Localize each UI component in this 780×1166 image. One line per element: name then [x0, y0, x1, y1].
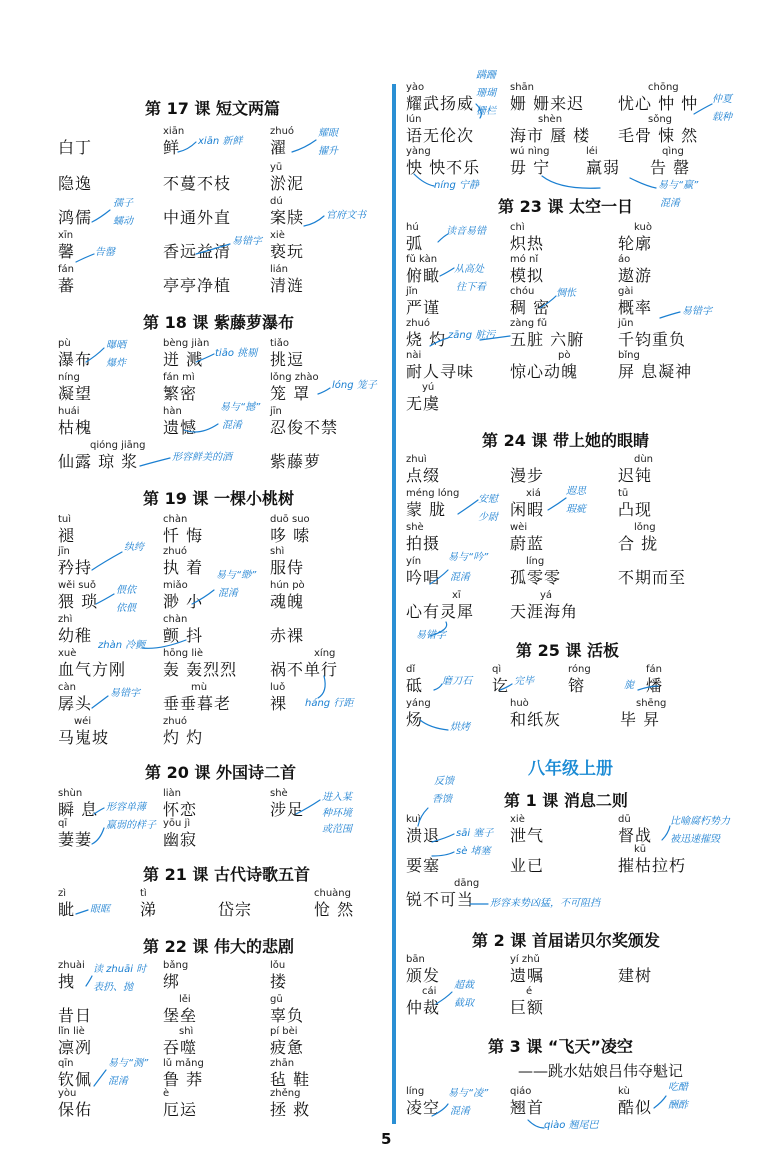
- vocab-item: méng lóng 蒙 胧: [406, 488, 460, 519]
- lesson-23-title: 第 23 课 太空一日: [498, 197, 633, 216]
- vocab-item: gài 概率: [618, 286, 653, 317]
- vocab-item: bǎng 绑: [163, 960, 189, 991]
- vocab-item: hún pò 魂魄: [270, 580, 305, 611]
- handwritten-note: 眼眶: [90, 904, 110, 915]
- handwritten-note: 官府文书: [326, 210, 366, 221]
- vocab-item: zhān 毡 鞋: [270, 1058, 311, 1089]
- handwritten-note: 偎依: [116, 585, 136, 596]
- vocab-item: dāng 锐不可当: [406, 878, 480, 909]
- handwritten-note: 擢升: [318, 146, 338, 157]
- handwritten-note: zāng 脏污: [448, 330, 496, 341]
- vocab-item: zhěng 拯 救: [270, 1088, 311, 1119]
- vocab-item: chuàng 怆 然: [314, 888, 355, 919]
- vocab-item: 中通外直: [163, 208, 232, 227]
- handwritten-note: 完毕: [514, 676, 534, 687]
- vocab-item: kuò 轮廓: [618, 222, 653, 253]
- handwritten-note: 旎: [624, 680, 634, 691]
- vocab-item: kuì 溃退: [406, 814, 441, 845]
- vocab-item: líng 凌空: [406, 1086, 441, 1117]
- handwritten-note: sè 堵塞: [456, 846, 491, 857]
- vocab-item: dú 案牍: [270, 196, 305, 227]
- handwritten-note: 珊瑚: [476, 88, 496, 99]
- vocab-item: duō suo 哆 嗦: [270, 514, 311, 545]
- vocab-item: wěi suǒ 猥 琐: [58, 580, 99, 611]
- handwritten-note: 往下看: [456, 282, 486, 293]
- lesson-b3-title: 第 3 课 “飞天”凌空: [488, 1037, 633, 1056]
- lesson-21-title: 第 21 课 古代诗歌五首: [143, 865, 310, 884]
- vocab-item: lěi 堡垒: [163, 994, 198, 1025]
- vocab-item: zhuó 执 着: [163, 546, 204, 577]
- vocab-item: cái 仲裁: [406, 986, 441, 1017]
- vocab-item: bǐng 屏 息凝神: [618, 350, 693, 381]
- column-divider: [392, 84, 396, 1124]
- handwritten-note: 易与“吟”: [448, 552, 489, 563]
- handwritten-note: tiāo 挑剔: [215, 348, 258, 359]
- handwritten-note: 载种: [712, 112, 732, 123]
- handwritten-note: 混淆: [450, 1106, 470, 1117]
- handwritten-note: 读音易错: [446, 226, 486, 237]
- vocab-item: jīn 忍俊不禁: [270, 406, 339, 437]
- handwritten-note: 从高处: [454, 264, 484, 275]
- handwritten-note: 曝晒: [106, 340, 126, 351]
- handwritten-note: 安慰: [478, 494, 498, 505]
- handwritten-note: 混淆: [218, 588, 238, 599]
- vocab-item: fán 蕃: [58, 264, 76, 295]
- vocab-item: pò 惊心动魄: [510, 350, 579, 381]
- lesson-20-title: 第 20 课 外国诗二首: [145, 763, 296, 782]
- vocab-item: chàn 颤 抖: [163, 614, 204, 645]
- vocab-item: 要塞: [406, 856, 441, 875]
- vocab-item: 昔日: [58, 1006, 93, 1025]
- vocab-item: yōu jì 幽寂: [163, 818, 198, 849]
- vocab-item: chōng 忧心 忡 忡: [618, 82, 699, 113]
- handwritten-note: 蹒跚: [476, 70, 496, 81]
- vocab-item: zhuài 拽: [58, 960, 85, 991]
- vocab-item: kù 酷似: [618, 1086, 653, 1117]
- vocab-item: bèng jiàn 迸 溅: [163, 338, 210, 369]
- handwritten-note: 进入某: [322, 792, 352, 803]
- vocab-item: zàng fǔ 五脏 六腑: [510, 318, 585, 349]
- vocab-item: zhuì 点缀: [406, 454, 441, 485]
- lesson-24-title: 第 24 课 带上她的眼睛: [482, 431, 649, 450]
- vocab-item: lián 清涟: [270, 264, 305, 295]
- vocab-item: tiǎo 挑逗: [270, 338, 305, 369]
- vocab-item: lún 语无伦次: [406, 114, 475, 145]
- vocab-item: yòu 保佑: [58, 1088, 93, 1119]
- handwritten-note: 截取: [454, 998, 474, 1009]
- vocab-item: yí zhǔ 遗嘱: [510, 954, 545, 985]
- handwritten-note: 易与“测”: [108, 1058, 149, 1069]
- vocab-item: 漫步: [510, 466, 545, 485]
- handwritten-note: 混淆: [222, 420, 242, 431]
- vocab-item: é 巨额: [510, 986, 545, 1017]
- vocab-item: qīn 钦佩: [58, 1058, 93, 1089]
- handwritten-note: níng 宁静: [434, 180, 479, 191]
- lesson-22-title: 第 22 课 伟大的悲剧: [143, 937, 294, 956]
- handwritten-note: 告罄: [95, 247, 115, 258]
- vocab-item: yū 淤泥: [270, 162, 305, 193]
- vocab-item: shēng 毕 昇: [620, 698, 667, 729]
- handwritten-note: sāi 塞子: [456, 828, 494, 839]
- vocab-item: xuè 血气方刚: [58, 648, 127, 679]
- vocab-item: fán 燔: [646, 664, 664, 695]
- vocab-item: shì 服侍: [270, 546, 305, 577]
- vocab-item: tì 涕: [140, 888, 158, 919]
- handwritten-note: 香馈: [432, 794, 452, 805]
- handwritten-note: 被迅速摧毁: [670, 834, 720, 845]
- vocab-item: hōng liè 轰 轰烈烈: [163, 648, 238, 679]
- handwritten-note: 混淆: [108, 1076, 128, 1087]
- vocab-item: chàn 忏 悔: [163, 514, 204, 545]
- vocab-item: yín 吟唱: [406, 556, 441, 587]
- handwritten-note: 反馈: [434, 776, 454, 787]
- handwritten-note: 易与“缈”: [216, 570, 257, 581]
- vocab-item: xiè 亵玩: [270, 230, 305, 261]
- handwritten-note: lóng 笼子: [332, 380, 377, 391]
- vocab-item: 紫藤萝: [270, 452, 322, 471]
- page-number: 5: [381, 1130, 392, 1148]
- vocab-item: shèn 海市 蜃 楼: [510, 114, 591, 145]
- vocab-item: gū 辜负: [270, 994, 305, 1025]
- vocab-item: xiān 鲜: [163, 126, 185, 157]
- handwritten-note: 羸弱的样子: [106, 820, 156, 831]
- handwritten-note: 酬酢: [668, 1100, 688, 1111]
- vocab-item: áo 遨游: [618, 254, 653, 285]
- handwritten-note: 纨绔: [124, 542, 144, 553]
- handwritten-note: 读 zhuāi 时: [93, 964, 147, 975]
- right-column: [398, 0, 780, 1130]
- handwritten-note: 易与“凌”: [448, 1088, 489, 1099]
- vocab-item: chì 炽热: [510, 222, 545, 253]
- lesson-b1-title: 第 1 课 消息二则: [504, 791, 628, 810]
- lesson-18-title: 第 18 课 紫藤萝瀑布: [143, 313, 294, 332]
- handwritten-note: 爆炸: [106, 358, 126, 369]
- handwritten-note: 蠕动: [113, 216, 133, 227]
- lesson-b3-subtitle: ——跳水姑娘吕伟夺魁记: [518, 1062, 684, 1080]
- vocab-item: shè 涉足: [270, 788, 305, 819]
- vocab-item: wú nìng 毋 宁: [510, 146, 551, 177]
- vocab-item: pù 瀑布: [58, 338, 93, 369]
- handwritten-note: 栅栏: [476, 106, 496, 117]
- handwritten-note: 烘烤: [450, 722, 470, 733]
- vocab-item: qiáo 翘首: [510, 1086, 545, 1117]
- vocab-item: yào 耀武扬威: [406, 82, 475, 113]
- grade-title: 八年级上册: [528, 759, 613, 779]
- handwritten-note: 混淆: [450, 572, 470, 583]
- vocab-item: 隐逸: [58, 174, 93, 193]
- vocab-item: xīn 馨: [58, 230, 76, 261]
- handwritten-note: 少尉: [478, 512, 498, 523]
- handwritten-note: háng 行距: [305, 698, 354, 709]
- handwritten-note: 易错字: [682, 306, 712, 317]
- vocab-item: qìng 告 罄: [650, 146, 691, 177]
- vocab-item: zhuó 濯: [270, 126, 295, 157]
- vocab-item: luǒ 裸: [270, 682, 288, 713]
- vocab-item: kū 摧枯拉朽: [618, 844, 687, 875]
- handwritten-note: xiān 新鲜: [198, 136, 243, 147]
- handwritten-note: 遐思: [566, 486, 586, 497]
- vocab-item: lǒng 合 拢: [618, 522, 659, 553]
- vocab-item: hú 弧: [406, 222, 424, 253]
- vocab-item: tū 凸现: [618, 488, 653, 519]
- vocab-item: xī 心有灵犀: [406, 590, 475, 621]
- vocab-item: xiá 闲暇: [510, 488, 545, 519]
- handwritten-note: 孺子: [113, 198, 133, 209]
- vocab-item: dū 督战: [618, 814, 653, 845]
- vocab-item: dǐ 砥: [406, 664, 424, 695]
- vocab-item: yá 天涯海角: [510, 590, 579, 621]
- vocab-item: sǒng 毛骨 悚 然: [618, 114, 699, 145]
- vocab-item: chóu 稠 密: [510, 286, 551, 317]
- handwritten-note: 仲夏: [712, 94, 732, 105]
- lesson-19-title: 第 19 课 一棵小桃树: [143, 489, 294, 508]
- vocab-item: càn 孱头: [58, 682, 93, 713]
- vocab-item: è 厄运: [163, 1088, 198, 1119]
- lesson-17-title: 第 17 课 短文两篇: [145, 99, 280, 118]
- handwritten-note: 表扔、抛: [93, 982, 133, 993]
- vocab-item: dùn 迟钝: [618, 454, 654, 485]
- vocab-item: jǐn 严谨: [406, 286, 441, 317]
- vocab-item: zì 眦: [58, 888, 76, 919]
- vocab-item: yáng 炀: [406, 698, 431, 729]
- vocab-item: 建树: [618, 966, 653, 985]
- handwritten-note: 形容来势凶猛，不可阻挡: [490, 898, 600, 909]
- vocab-item: huái 枯槐: [58, 406, 93, 437]
- handwritten-note: 易与“撼”: [220, 402, 261, 413]
- vocab-item: shān 姗 姗来迟: [510, 82, 585, 113]
- handwritten-note: 形容鲜美的酒: [172, 452, 232, 463]
- vocab-item: 鸿儒: [58, 208, 93, 227]
- vocab-item: tuì 褪: [58, 514, 76, 545]
- handwritten-note: 易错字: [232, 236, 262, 247]
- handwritten-note: 种环境: [322, 808, 352, 819]
- vocab-item: shùn 瞬 息: [58, 788, 99, 819]
- handwritten-note: qiào 翘尾巴: [544, 1120, 599, 1131]
- vocab-item: 不蔓不枝: [163, 174, 232, 193]
- handwritten-note: 超裁: [454, 980, 474, 991]
- vocab-item: shì 吞噬: [163, 1026, 198, 1057]
- vocab-item: qī 萋萋: [58, 818, 93, 849]
- vocab-item: 不期而至: [618, 568, 687, 587]
- handwritten-note: zhàn 冷颤: [98, 640, 146, 651]
- handwritten-note: 依偎: [116, 603, 136, 614]
- handwritten-note: 易错字: [416, 630, 446, 641]
- vocab-item: jūn 千钧重负: [618, 318, 687, 349]
- vocab-item: lǒng zhào 笼 罩: [270, 372, 319, 403]
- vocab-item: jīn 矜持: [58, 546, 93, 577]
- vocab-item: huò 和纸灰: [510, 698, 562, 729]
- handwritten-note: 易与“赢”: [658, 180, 699, 191]
- vocab-item: mù 垂垂暮老: [163, 682, 232, 713]
- left-column: [0, 0, 392, 1130]
- vocab-item: bān 颁发: [406, 954, 441, 985]
- handwritten-note: 惆怅: [556, 288, 576, 299]
- vocab-item: yú 无虞: [406, 382, 441, 413]
- vocab-item: zhuó 烧 灼: [406, 318, 447, 349]
- handwritten-note: 磨刀石: [442, 676, 472, 687]
- vocab-item: 岱宗: [218, 900, 253, 919]
- vocab-item: lǐn liè 凛冽: [58, 1026, 93, 1057]
- vocab-item: shè 拍摄: [406, 522, 441, 553]
- vocab-item: 赤裸: [270, 626, 305, 645]
- vocab-item: wèi 蔚蓝: [510, 522, 545, 553]
- lesson-25-title: 第 25 课 活板: [516, 641, 619, 660]
- vocab-item: mó nǐ 模拟: [510, 254, 545, 285]
- vocab-item: léi 羸弱: [586, 146, 621, 177]
- vocab-item: zhuó 灼 灼: [163, 716, 204, 747]
- handwritten-note: 形容单薄: [106, 802, 146, 813]
- vocab-item: qióng jiāng 仙露 琼 浆: [58, 440, 146, 471]
- handwritten-note: 混淆: [660, 198, 680, 209]
- vocab-item: 香远益清: [163, 242, 232, 261]
- vocab-item: hàn 遗憾: [163, 406, 198, 437]
- vocab-item: miǎo 渺 小: [163, 580, 204, 611]
- vocab-item: yàng 怏 怏不乐: [406, 146, 481, 177]
- vocab-item: xiè 泄气: [510, 814, 545, 845]
- handwritten-note: 比喻腐朽势力: [670, 816, 730, 827]
- handwritten-note: 耀眼: [318, 128, 338, 139]
- vocab-item: pí bèi 疲惫: [270, 1026, 305, 1057]
- vocab-item: nài 耐人寻味: [406, 350, 475, 381]
- vocab-item: wéi 马嵬坡: [58, 716, 110, 747]
- vocab-item: lǔ mǎng 鲁 莽: [163, 1058, 204, 1089]
- vocab-item: fǔ kàn 俯瞰: [406, 254, 441, 285]
- vocab-item: xíng 祸不单行: [270, 648, 339, 679]
- vocab-item: liàn 怀恋: [163, 788, 198, 819]
- vocab-item: 亭亭净植: [163, 276, 232, 295]
- vocab-item: fán mì 繁密: [163, 372, 198, 403]
- vocab-item: líng 孤零零: [510, 556, 562, 587]
- vocab-item: 白丁: [58, 138, 93, 157]
- vocab-item: 业已: [510, 856, 545, 875]
- vocab-item: róng 镕: [568, 664, 591, 695]
- handwritten-note: 易错字: [110, 688, 140, 699]
- vocab-item: zhì 幼稚: [58, 614, 93, 645]
- vocab-item: níng 凝望: [58, 372, 93, 403]
- handwritten-note: 或范围: [322, 824, 352, 835]
- lesson-b2-title: 第 2 课 首届诺贝尔奖颁发: [472, 931, 660, 950]
- vocab-item: lǒu 搂: [270, 960, 288, 991]
- handwritten-note: 瑕疵: [566, 504, 586, 515]
- vocab-item: qì 讫: [492, 664, 510, 695]
- handwritten-note: 吃醋: [668, 1082, 688, 1093]
